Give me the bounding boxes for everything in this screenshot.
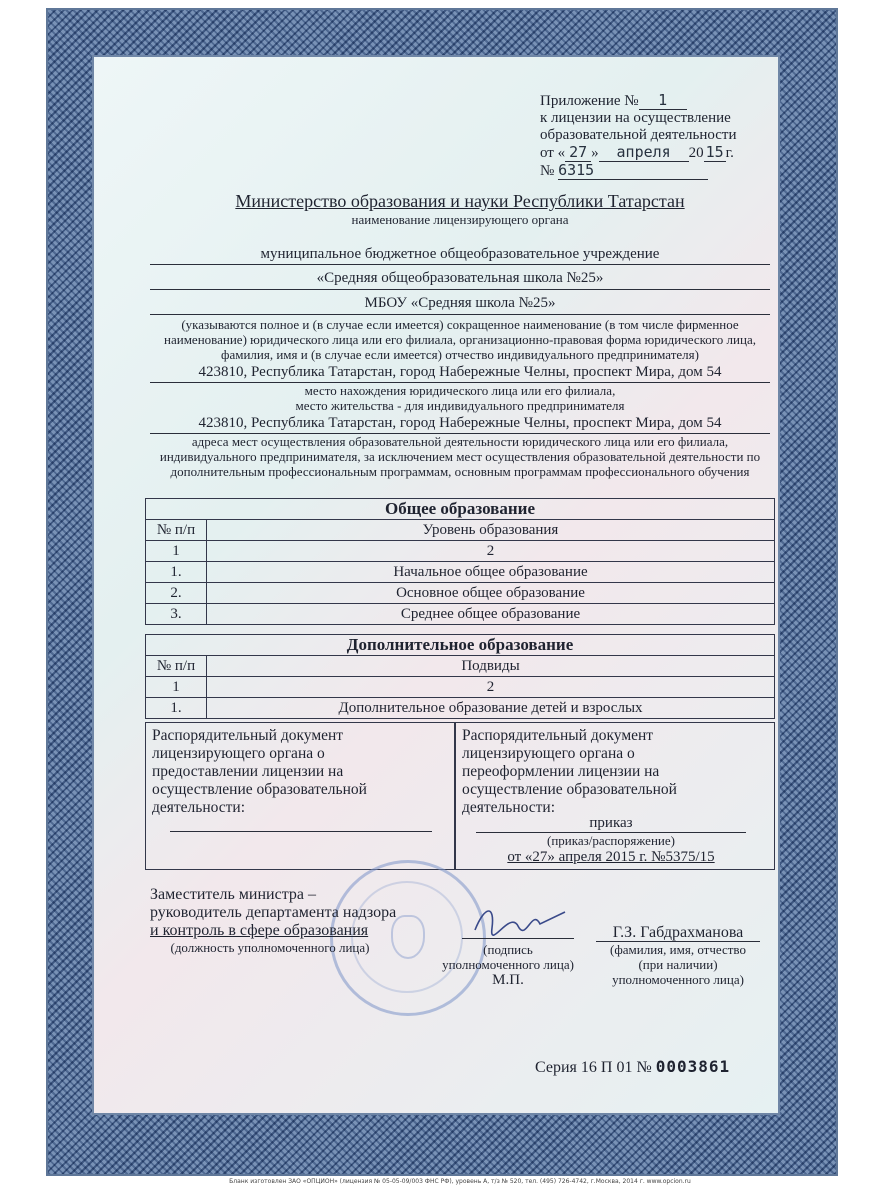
row-number: 1. [146,562,207,583]
additional-education-title: Дополнительное образование [146,635,775,656]
year-suffix: 15 [705,143,724,161]
general-education-title: Общее образование [146,499,775,520]
organization-type: муниципальное бюджетное общеобразовательное учреждение [150,244,770,265]
location-address: 423810, Республика Татарстан, город Набережные Челны, проспект Мира, дом 54 [150,362,770,383]
date-month: апреля [599,144,689,162]
organization-full-name: «Средняя общеобразовательная школа №25» [150,267,770,290]
sign-caption-1: (подпись [483,942,533,957]
year-prefix: 20 [688,145,704,161]
activity-address: 423810, Республика Татарстан, город Набережные Челны, проспект Мира, дом 54 [150,413,770,434]
authority-block [150,190,770,227]
col-subtype-header: Подвиды [207,656,775,677]
reissue-document-text: Распорядительный документ лицензирующего органа о переоформлении лицензии на осуществление образовательной деятельности: [462,727,677,816]
col-index-2: 2 [207,541,775,562]
col-index-1: 1 [146,541,207,562]
series-code: 16 П 01 [580,1059,633,1076]
handwritten-signature [470,900,570,940]
table-row [146,562,775,583]
row-number: 2. [146,583,207,604]
general-education-table [145,498,775,625]
reissue-document-box [455,722,775,870]
organization-block [150,244,770,362]
col-number-header: № п/п [146,656,207,677]
location-caption-2: место жительства - для индивидуального предпринимателя [295,398,625,413]
name-caption-3: уполномоченного лица) [612,972,744,987]
series-number-prefix: № [636,1059,652,1076]
row-number: 3. [146,604,207,625]
row-level: Основное общее образование [207,583,775,604]
row-level: Среднее общее образование [207,604,775,625]
date-mid: » [591,145,599,161]
signatory-name-block [596,924,760,987]
grant-document-blank-line [170,831,432,832]
appendix-label: Приложение № [540,93,639,109]
name-caption-1: (фамилия, имя, отчество [610,942,746,957]
col-number-header: № п/п [146,520,207,541]
position-line-2: руководитель департамента надзора [150,904,397,921]
table-row [146,698,775,719]
signature-stroke [475,911,565,935]
organization-short-name: МБОУ «Средняя школа №25» [150,292,770,315]
organization-caption: (указываются полное и (в случае если имеется) сокращенное наименование (в том числе фирменное наименование) юридического лица или его филиала, организационно-правовая форма юридического лица, фамилия, имя и (в случае если имеется) отчество индивидуального предпринимателя) [164,317,756,362]
reissue-document-date: от «27» апреля 2015 г. №5375/15 [507,849,715,865]
authority-name: Министерство образования и науки Республики Татарстан [235,191,685,211]
year-tail: г. [725,145,734,161]
position-line-1: Заместитель министра – [150,886,316,903]
col-index-2: 2 [207,677,775,698]
table-row [146,604,775,625]
grant-document-box [145,722,455,870]
signatory-name: Г.З. Габдрахманова [596,924,760,942]
position-caption: (должность уполномоченного лица) [170,940,370,955]
signatory-position [150,886,400,955]
signature-caption [428,942,588,989]
additional-education-table [145,634,775,719]
name-caption-2: (при наличии) [638,957,718,972]
row-level: Дополнительное образование детей и взрослых [207,698,775,719]
sign-caption-2: уполномоченного лица) [442,957,574,972]
appendix-block [540,92,770,180]
authority-caption: наименование лицензирующего органа [351,212,569,227]
date-day: 27 [565,144,591,162]
row-level: Начальное общее образование [207,562,775,583]
address-block [150,362,770,479]
appendix-line2: к лицензии на осуществление [540,110,731,126]
location-caption-1: место нахождения юридического лица или его филиала, [304,383,616,398]
table-row [146,583,775,604]
col-index-1: 1 [146,677,207,698]
additional-education-section [145,634,775,719]
activity-caption: адреса мест осуществления образовательной деятельности юридического лица или его филиала, индивидуального предпринимателя, за исключением мест осуществления образовательной деятельности по дополнительным профессиональным программам, основным программам профессионального обучения [159,434,761,479]
stamp-place-label: М.П. [492,972,524,988]
license-number: 6315 [558,162,708,180]
series-number: 0003861 [655,1057,731,1076]
reissue-document-kind: приказ [476,815,746,833]
signature-line [462,938,574,939]
position-line-3: и контроль в сфере образования [150,922,369,939]
license-prefix: № [540,163,555,179]
grant-document-text: Распорядительный документ лицензирующего органа о предоставлении лицензии на осуществление образовательной деятельности: [152,727,367,816]
general-education-section [145,498,775,625]
series-label: Серия [535,1059,577,1076]
row-number: 1. [146,698,207,719]
reissue-document-kind-caption: (приказ/распоряжение) [547,833,675,848]
col-level-header: Уровень образования [207,520,775,541]
date-prefix: от « [540,145,566,161]
appendix-line3: образовательной деятельности [540,127,737,143]
appendix-number: 1 [639,92,687,110]
print-imprint: Бланк изготовлен ЗАО «ОПЦИОН» (лицензия № 05-05-09/003 ФНС РФ), уровень А, т/з № 520, тел. (495) 726-4742, г.Москва, 2014 г. www.opcion.ru [229,1178,691,1185]
series-block [535,1058,730,1076]
